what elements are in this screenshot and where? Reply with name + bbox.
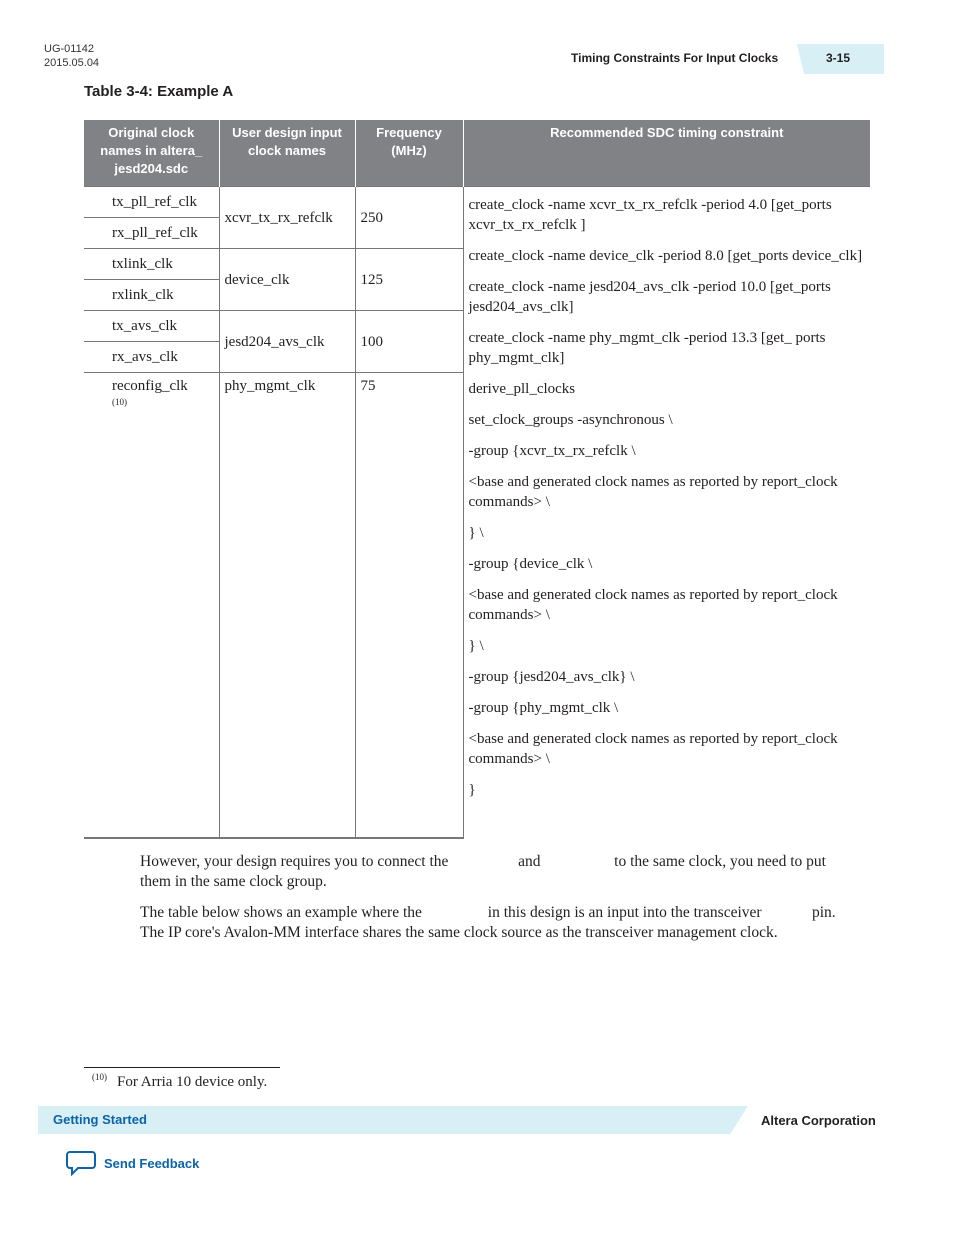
page-number: 3-15: [826, 51, 851, 65]
sdc-line: create_clock -name device_clk -period 8.0 [get_ports device_clk]: [468, 248, 863, 264]
sdc-line: create_clock -name jesd204_avs_clk -period 10.0 [get_ports jesd204_avs_clk]: [468, 279, 831, 315]
speech-bubble-icon: [66, 1150, 96, 1176]
company-name: Altera Corporation: [761, 1113, 876, 1128]
frequency-cell: 125: [355, 249, 463, 311]
user-clock-cell: phy_mgmt_clk: [219, 373, 355, 839]
user-clock-cell: device_clk: [219, 249, 355, 311]
user-clock-cell: jesd204_avs_clk: [219, 311, 355, 373]
frequency-cell: 100: [355, 311, 463, 373]
clock-constraints-table: [84, 120, 870, 839]
chapter-link[interactable]: Getting Started: [53, 1112, 147, 1127]
sdc-line: -group {jesd204_avs_clk} \: [468, 669, 635, 685]
original-clock-cell: rx_pll_ref_clk: [84, 218, 219, 249]
footnote: [92, 1072, 267, 1091]
original-clock-cell: tx_avs_clk: [84, 311, 219, 342]
frequency-cell: 250: [355, 187, 463, 249]
column-header: User design input clock names: [219, 120, 355, 187]
footnote-text: For Arria 10 device only.: [117, 1074, 268, 1090]
original-clock-cell: tx_pll_ref_clk: [84, 187, 219, 218]
footnote-divider: [84, 1067, 280, 1068]
sdc-line: set_clock_groups -asynchronous \: [468, 412, 673, 428]
document-id-block: [44, 42, 99, 70]
footnote-reference: (10): [112, 397, 127, 407]
column-header: Frequency (MHz): [355, 120, 463, 187]
sdc-line: create_clock -name xcvr_tx_rx_refclk -period 4.0 [get_ports xcvr_tx_rx_refclk ]: [468, 197, 832, 233]
original-clock-cell: txlink_clk: [84, 249, 219, 280]
sdc-line: -group {device_clk \: [468, 556, 593, 572]
reconfig-clock-name: reconfig_clk: [112, 378, 188, 394]
sdc-line: } \: [468, 525, 484, 541]
section-title: Timing Constraints For Input Clocks: [571, 51, 779, 65]
body-paragraph: However, your design requires you to connect the and to the same clock, you need to put them in the same clock group.: [140, 853, 830, 890]
frequency-cell: 75: [355, 373, 463, 839]
table-row: [84, 187, 870, 218]
sdc-line: <base and generated clock names as reported by report_clock commands> \: [468, 474, 838, 510]
footnote-marker: (10): [92, 1072, 107, 1082]
original-clock-cell: [84, 373, 219, 839]
column-header: Recommended SDC timing constraint: [463, 120, 870, 187]
sdc-line: -group {xcvr_tx_rx_refclk \: [468, 443, 636, 459]
user-clock-cell: xcvr_tx_rx_refclk: [219, 187, 355, 249]
send-feedback-link[interactable]: [66, 1150, 199, 1176]
sdc-line: <base and generated clock names as reported by report_clock commands> \: [468, 587, 838, 623]
sdc-line: }: [468, 782, 476, 798]
sdc-line: <base and generated clock names as reported by report_clock commands> \: [468, 731, 838, 767]
original-clock-cell: rxlink_clk: [84, 280, 219, 311]
column-header: Original clock names in altera_ jesd204.sdc: [84, 120, 219, 187]
body-paragraph: The table below shows an example where the in this design is an input into the transceiver pin. The IP core's Avalon-MM interface shares the same clock source as the transceiver management clock.: [140, 904, 840, 941]
sdc-line: create_clock -name phy_mgmt_clk -period 13.3 [get_ ports phy_mgmt_clk]: [468, 330, 826, 366]
sdc-constraint-cell: [463, 187, 870, 839]
table-caption: Table 3-4: Example A: [84, 83, 234, 100]
send-feedback-label: Send Feedback: [104, 1155, 200, 1171]
table-header-row: [84, 120, 870, 187]
original-clock-cell: rx_avs_clk: [84, 342, 219, 373]
document-date: 2015.05.04: [44, 57, 100, 69]
sdc-line: -group {phy_mgmt_clk \: [468, 700, 619, 716]
document-id: UG-01142: [44, 43, 94, 55]
sdc-line: derive_pll_clocks: [468, 381, 576, 397]
sdc-line: } \: [468, 638, 484, 654]
